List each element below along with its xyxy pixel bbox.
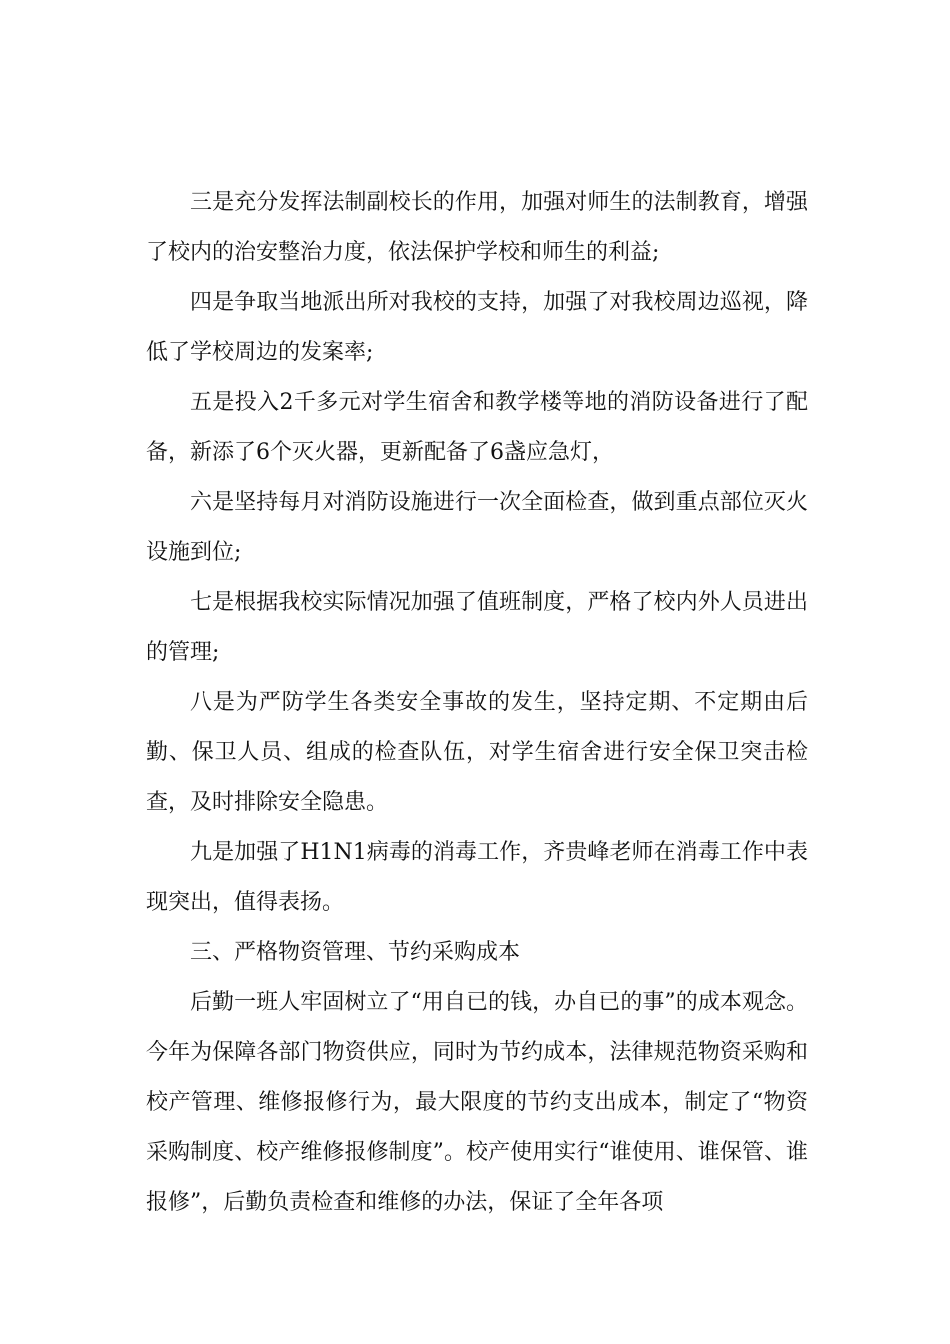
paragraph-item-5: 五是投入2千多元对学生宿舍和教学楼等地的消防设备进行了配备，新添了6个灭火器，更新配备了6盏应急灯， — [146, 390, 808, 465]
paragraph-item-8: 八是为严防学生各类安全事故的发生，坚持定期、不定期由后勤、保卫人员、组成的检查队伍，对学生宿舍进行安全保卫突击检查，及时排除安全隐患。 — [146, 690, 808, 815]
section-heading: 三、严格物资管理、节约采购成本 — [190, 940, 521, 965]
paragraph-item-7: 七是根据我校实际情况加强了值班制度，严格了校内外人员进出的管理; — [146, 590, 808, 665]
paragraph-cost-control: 后勤一班人牢固树立了“用自已的钱，办自已的事”的成本观念。今年为保障各部门物资供应，同时为节约成本，法律规范物资采购和校产管理、维修报修行为，最大限度的节约支出成本，制定了“物资采购制度、校产维修报修制度”。校产使用实行“谁使用、谁保管、谁报修”，后勤负责检查和维修的办法，保证了全年各项 — [146, 990, 808, 1215]
paragraph-item-6: 六是坚持每月对消防设施进行一次全面检查，做到重点部位灭火设施到位; — [146, 490, 808, 565]
paragraph-item-3: 三是充分发挥法制副校长的作用，加强对师生的法制教育，增强了校内的治安整治力度，依法保护学校和师生的利益; — [146, 190, 808, 265]
document-body — [146, 178, 808, 1228]
paragraph-item-9: 九是加强了H1N1病毒的消毒工作，齐贵峰老师在消毒工作中表现突出，值得表扬。 — [146, 840, 808, 915]
paragraph-item-4: 四是争取当地派出所对我校的支持，加强了对我校周边巡视，降低了学校周边的发案率; — [146, 290, 808, 365]
